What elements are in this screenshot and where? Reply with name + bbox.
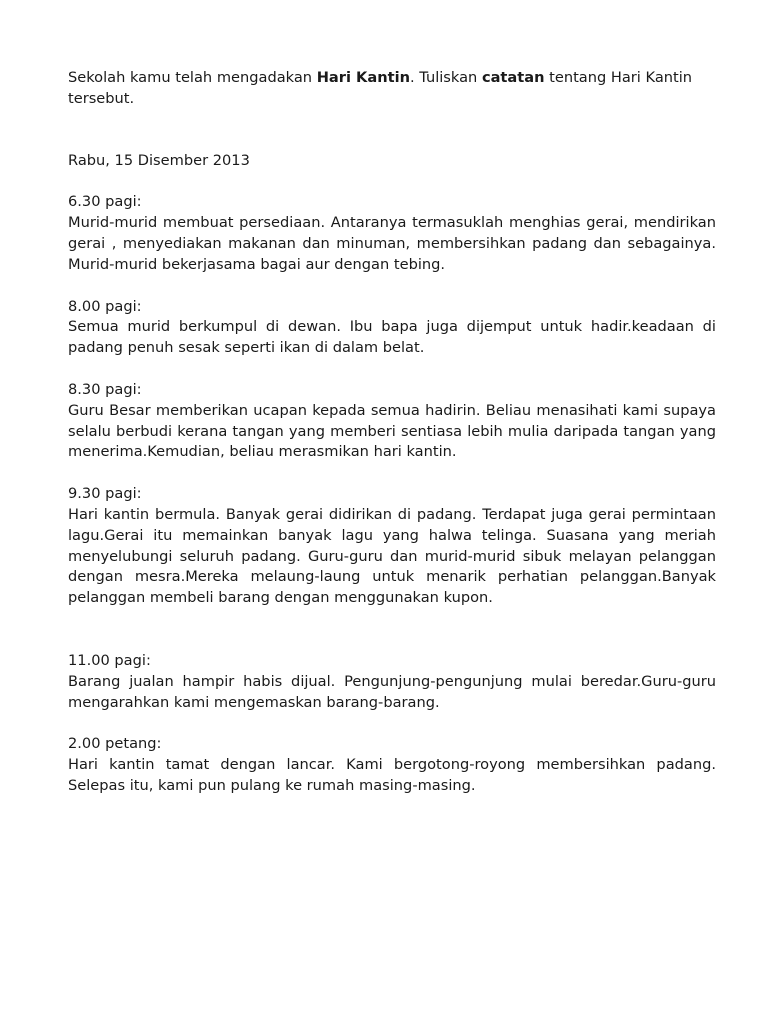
entry-block — [68, 192, 716, 275]
entry-block — [68, 380, 716, 463]
entry-time: 9.30 pagi: — [68, 485, 142, 503]
entry-time: 11.00 pagi: — [68, 651, 151, 669]
entry-time: 2.00 petang: — [68, 735, 162, 753]
entry-text: Barang jualan hampir habis dijual. Pengunjung-pengunjung mulai beredar.Guru-guru mengarahkan kami mengemaskan barang-barang. — [68, 672, 716, 711]
entry-time: 8.30 pagi: — [68, 380, 142, 398]
entry-date: Rabu, 15 Disember 2013 — [68, 151, 250, 169]
entry-text: Murid-murid membuat persediaan. Antaranya termasuklah menghias gerai, mendirikan gerai , menyediakan makanan dan minuman, membersihkan padang dan sebagainya. Murid-murid bekerjasama bagai aur dengan tebing. — [68, 214, 716, 273]
entry-text: Semua murid berkumpul di dewan. Ibu bapa juga dijemput untuk hadir.keadaan di padang penuh sesak seperti ikan di dalam belat. — [68, 318, 716, 357]
document-page — [68, 68, 716, 797]
instruction-text: tentang Hari Kantin tersebut. — [68, 69, 693, 107]
entry-block — [68, 651, 716, 713]
entry-block — [68, 297, 716, 359]
entry-text: Hari kantin tamat dengan lancar. Kami bergotong-royong membersihkan padang. Selepas itu, kami pun pulang ke rumah masing-masing. — [68, 756, 716, 794]
instruction-bold-topic: Hari Kantin — [316, 69, 410, 86]
instruction-bold-type: catatan — [481, 69, 545, 86]
entry-block — [68, 734, 716, 796]
entry-text: Guru Besar memberikan ucapan kepada semua hadirin. Beliau menasihati kami supaya selalu berbudi kerana tangan yang memberi sentiasa lebih mulia daripada tangan yang menerima.Kemudian, beliau merasmikan hari kantin. — [68, 401, 716, 461]
entry-time: 6.30 pagi: — [68, 193, 142, 211]
entry-block — [68, 484, 716, 609]
instruction-text: . Tuliskan — [409, 69, 482, 86]
entry-time: 8.00 pagi: — [68, 297, 142, 315]
task-instruction — [68, 68, 716, 110]
instruction-text: Sekolah kamu telah mengadakan — [68, 69, 317, 86]
entry-text: Hari kantin bermula. Banyak gerai didirikan di padang. Terdapat juga gerai permintaan lagu.Gerai itu memainkan banyak lagu yang halwa telinga. Suasana yang meriah menyelubungi seluruh padang. Guru-guru dan murid-murid sibuk melayan pelanggan dengan mesra.Mereka melaung-laung untuk menarik perhatian pelanggan.Banyak pelanggan membeli barang dengan menggunakan kupon. — [68, 505, 716, 607]
